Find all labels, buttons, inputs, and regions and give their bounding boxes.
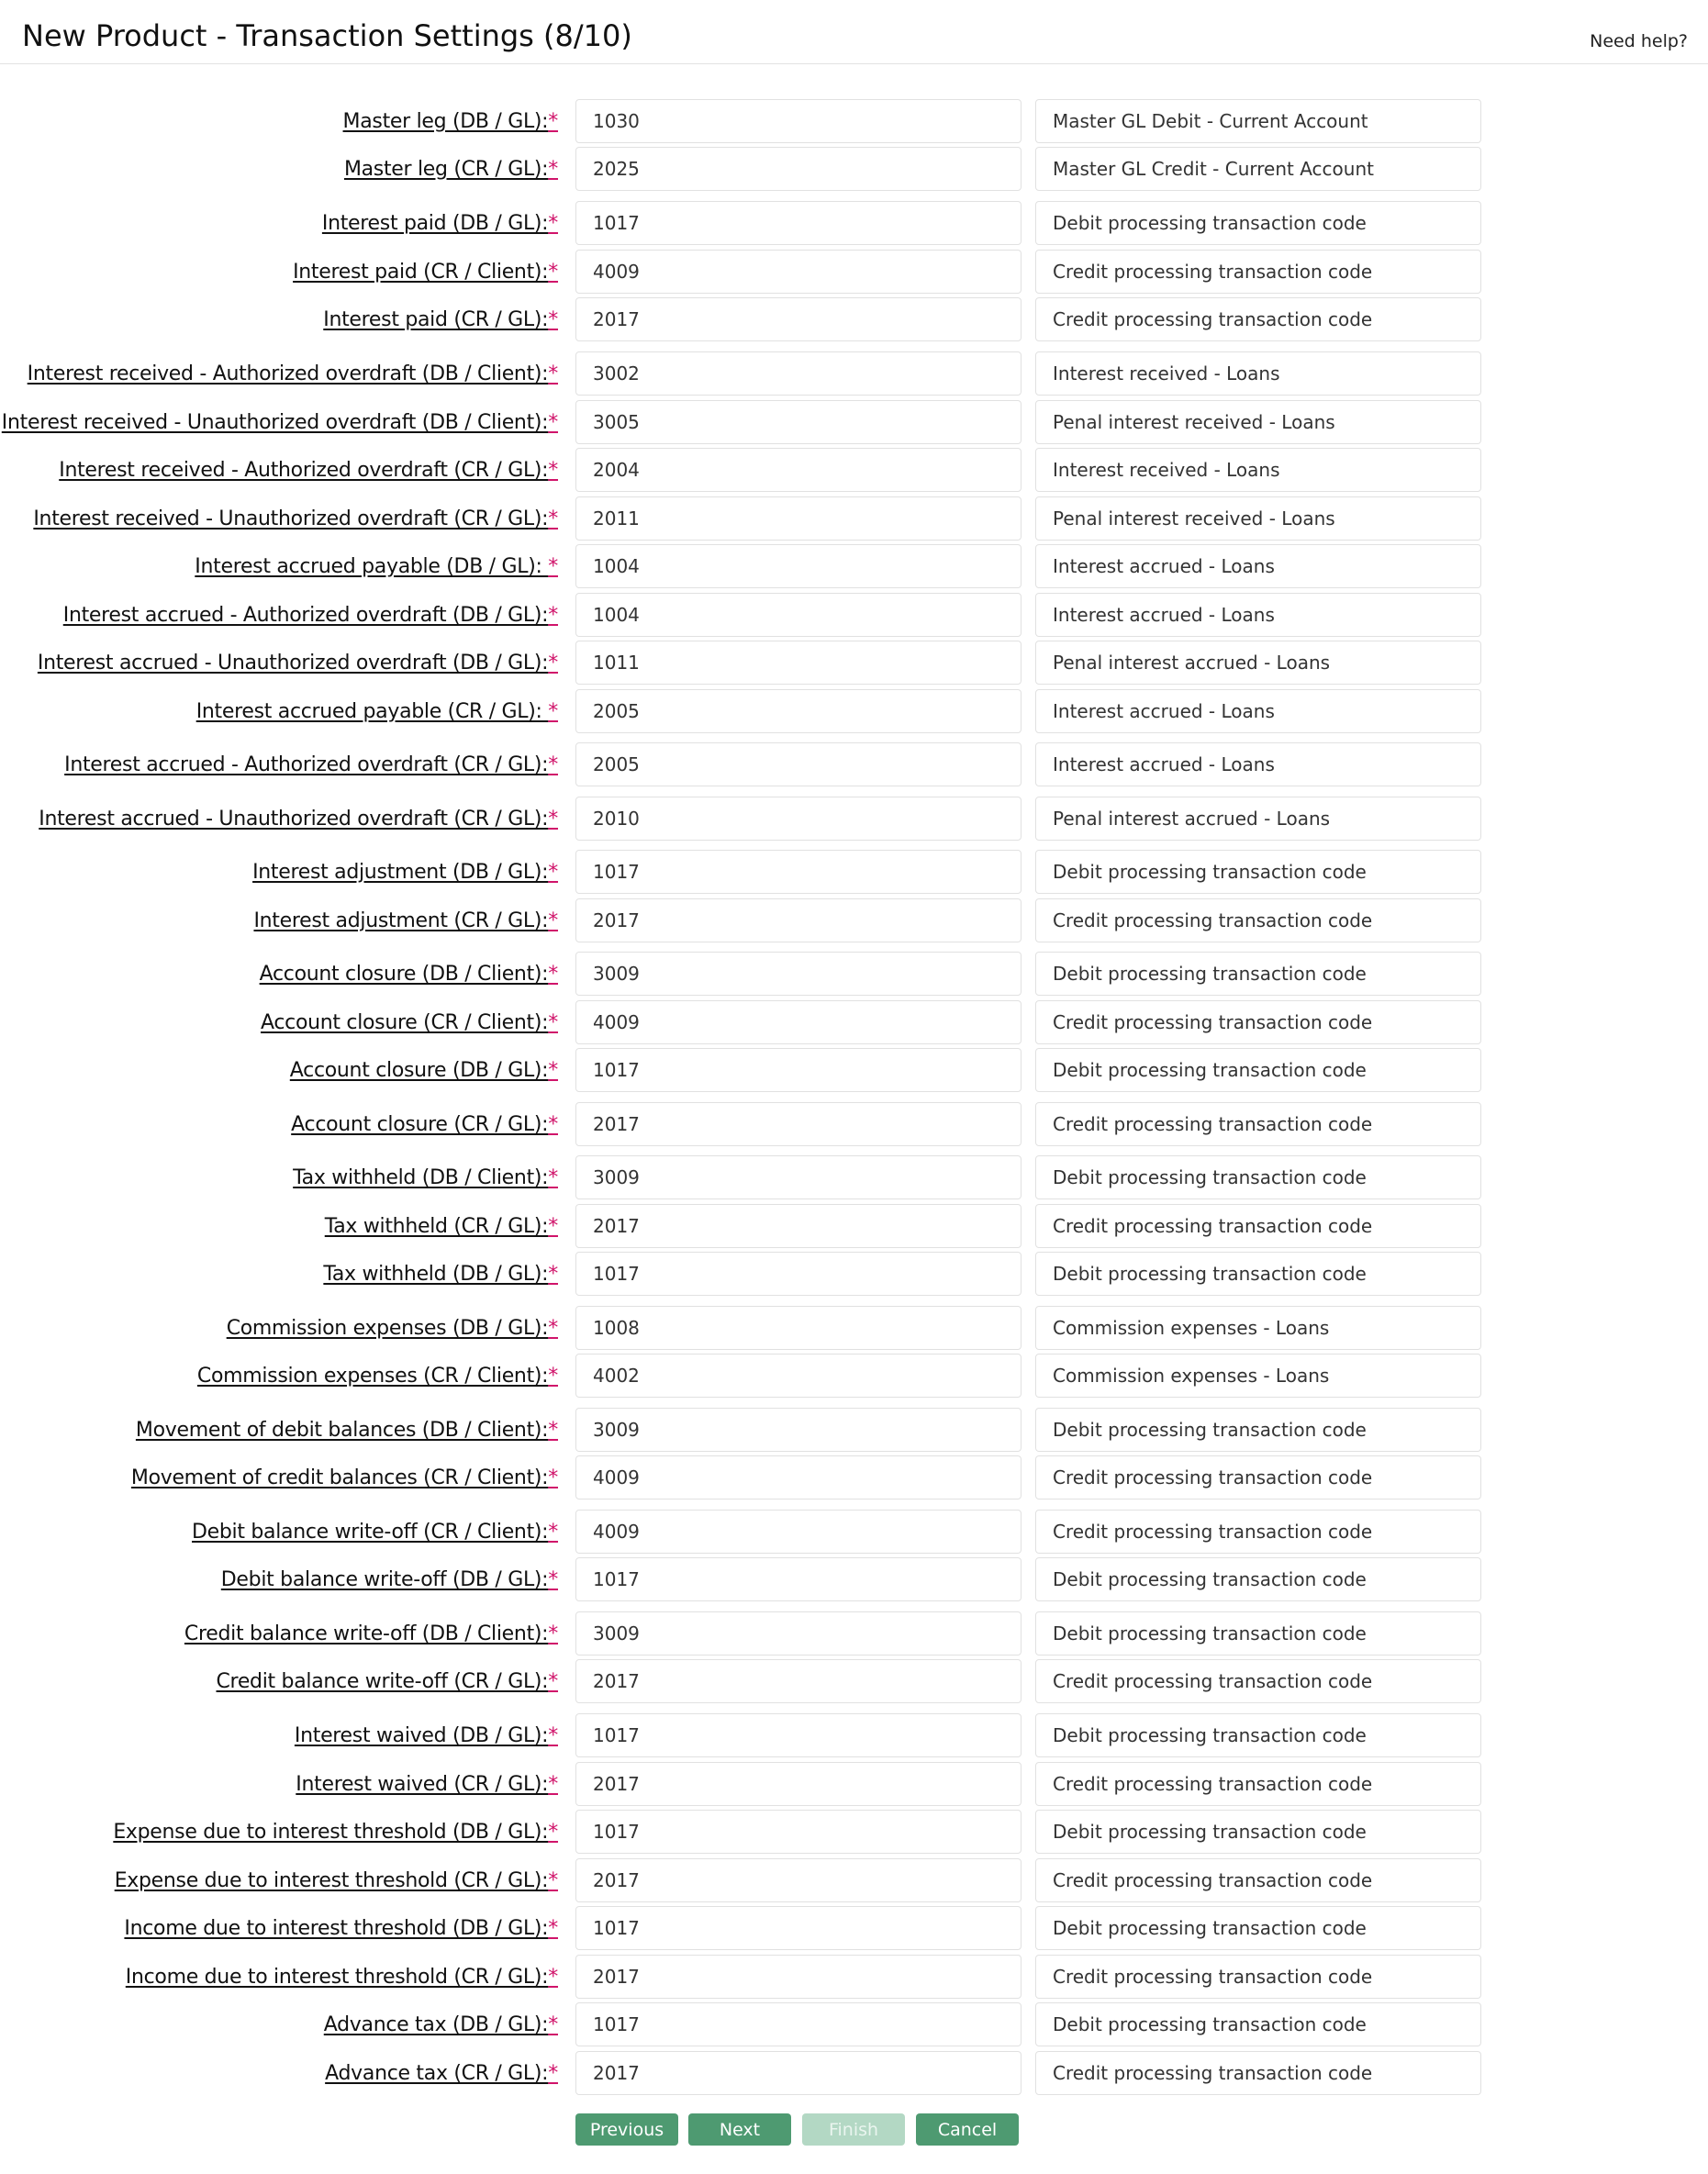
transaction-code-input[interactable]	[575, 400, 1021, 444]
transaction-code-input[interactable]	[575, 1306, 1021, 1350]
transaction-code-description: Penal interest accrued - Loans	[1035, 641, 1481, 685]
form-row	[0, 1204, 1708, 1250]
transaction-code-input[interactable]	[575, 898, 1021, 942]
required-marker: *	[548, 110, 558, 133]
field-label[interactable]: Credit balance write-off (CR / GL):*	[216, 1670, 558, 1693]
field-label[interactable]: Interest waived (CR / GL):*	[296, 1773, 558, 1796]
required-marker: *	[548, 1568, 558, 1591]
required-marker: *	[548, 1113, 558, 1136]
transaction-code-input[interactable]	[575, 1762, 1021, 1806]
field-label[interactable]: Interest received - Unauthorized overdraft (DB / Client):*	[1, 411, 558, 434]
field-label[interactable]: Master leg (DB / GL):*	[342, 110, 558, 133]
field-label[interactable]: Master leg (CR / GL):*	[343, 158, 558, 181]
required-marker: *	[548, 1466, 558, 1489]
transaction-code-description: Penal interest received - Loans	[1035, 400, 1481, 444]
transaction-code-input[interactable]	[575, 2002, 1021, 2046]
required-marker: *	[548, 411, 558, 434]
transaction-code-description: Debit processing transaction code	[1035, 201, 1481, 245]
form-row	[0, 496, 1708, 542]
page-header	[0, 0, 1708, 64]
transaction-code-description: Interest accrued - Loans	[1035, 689, 1481, 733]
required-marker: *	[548, 604, 558, 627]
required-marker: *	[548, 1011, 558, 1034]
transaction-code-input[interactable]	[575, 1102, 1021, 1146]
required-marker: *	[548, 2013, 558, 2036]
field-label[interactable]: Interest accrued - Authorized overdraft (CR / GL):*	[64, 753, 558, 776]
transaction-code-input[interactable]	[575, 1713, 1021, 1757]
field-label[interactable]: Advance tax (DB / GL):*	[323, 2013, 558, 2036]
form-row	[0, 1354, 1708, 1399]
transaction-code-description: Commission expenses - Loans	[1035, 1354, 1481, 1398]
field-label[interactable]: Account closure (CR / GL):*	[291, 1113, 558, 1136]
field-label[interactable]: Interest adjustment (CR / GL):*	[253, 909, 558, 932]
field-label[interactable]: Interest accrued payable (CR / GL): *	[195, 700, 558, 723]
field-label[interactable]: Income due to interest threshold (CR / GL):*	[125, 1966, 558, 1989]
transaction-code-description: Debit processing transaction code	[1035, 850, 1481, 894]
required-marker: *	[548, 753, 558, 776]
cancel-button[interactable]: Cancel	[916, 2113, 1019, 2146]
field-label[interactable]: Tax withheld (DB / Client):*	[293, 1166, 558, 1189]
form-row	[0, 351, 1708, 397]
transaction-code-input[interactable]	[575, 1204, 1021, 1248]
transaction-code-description: Interest received - Loans	[1035, 351, 1481, 396]
transaction-code-input[interactable]	[575, 1155, 1021, 1199]
required-marker: *	[548, 459, 558, 482]
transaction-code-input[interactable]	[575, 1408, 1021, 1452]
required-marker: *	[548, 1215, 558, 1238]
transaction-code-input[interactable]	[575, 1557, 1021, 1601]
required-marker: *	[548, 700, 558, 723]
form-row	[0, 742, 1708, 788]
form-row	[0, 1408, 1708, 1454]
transaction-code-description: Credit processing transaction code	[1035, 1204, 1481, 1248]
form-row	[0, 898, 1708, 944]
required-marker: *	[548, 1419, 558, 1442]
required-marker: *	[548, 1821, 558, 1844]
field-label[interactable]: Interest paid (DB / GL):*	[321, 212, 558, 235]
transaction-code-description: Credit processing transaction code	[1035, 297, 1481, 341]
transaction-code-description: Debit processing transaction code	[1035, 1611, 1481, 1656]
form-row	[0, 1306, 1708, 1352]
transaction-code-description: Commission expenses - Loans	[1035, 1306, 1481, 1350]
field-label[interactable]: Tax withheld (CR / GL):*	[324, 1215, 558, 1238]
transaction-code-input[interactable]	[575, 544, 1021, 588]
field-label[interactable]: Interest waived (DB / GL):*	[294, 1724, 558, 1747]
form-row	[0, 797, 1708, 842]
form-row	[0, 1659, 1708, 1705]
field-label[interactable]: Interest accrued payable (DB / GL): *	[195, 555, 558, 578]
required-marker: *	[548, 1670, 558, 1693]
form-row	[0, 1048, 1708, 1094]
required-marker: *	[548, 1365, 558, 1388]
required-marker: *	[548, 1966, 558, 1989]
form-row	[0, 1557, 1708, 1603]
transaction-code-input[interactable]	[575, 1455, 1021, 1500]
page-title: New Product - Transaction Settings (8/10)	[22, 18, 632, 53]
transaction-code-input[interactable]	[575, 351, 1021, 396]
form-row	[0, 147, 1708, 193]
field-label[interactable]: Advance tax (CR / GL):*	[325, 2062, 558, 2085]
required-marker: *	[548, 261, 558, 284]
form-row	[0, 593, 1708, 639]
transaction-code-input[interactable]	[575, 2051, 1021, 2095]
form-row	[0, 1252, 1708, 1298]
transaction-code-description: Credit processing transaction code	[1035, 1510, 1481, 1554]
transaction-code-input[interactable]	[575, 850, 1021, 894]
required-marker: *	[548, 1622, 558, 1645]
transaction-code-input[interactable]	[575, 1354, 1021, 1398]
required-marker: *	[548, 652, 558, 674]
field-label[interactable]: Interest paid (CR / GL):*	[323, 308, 558, 331]
need-help-link[interactable]: Need help?	[1590, 31, 1688, 51]
transaction-code-description: Penal interest accrued - Loans	[1035, 797, 1481, 841]
form-row	[0, 1858, 1708, 1904]
required-marker: *	[548, 1317, 558, 1340]
transaction-code-description: Credit processing transaction code	[1035, 1455, 1481, 1500]
transaction-code-input[interactable]	[575, 297, 1021, 341]
form-row	[0, 544, 1708, 590]
transaction-code-description: Debit processing transaction code	[1035, 1557, 1481, 1601]
transaction-code-input[interactable]	[575, 742, 1021, 786]
transaction-code-input[interactable]	[575, 1858, 1021, 1902]
transaction-code-input[interactable]	[575, 1510, 1021, 1554]
field-label[interactable]: Expense due to interest threshold (DB / GL):*	[113, 1821, 558, 1844]
transaction-code-input[interactable]	[575, 496, 1021, 541]
transaction-code-description: Interest accrued - Loans	[1035, 742, 1481, 786]
transaction-code-description: Credit processing transaction code	[1035, 1762, 1481, 1806]
field-label[interactable]: Expense due to interest threshold (CR / GL):*	[114, 1869, 558, 1892]
transaction-code-description: Debit processing transaction code	[1035, 1252, 1481, 1296]
transaction-code-description: Credit processing transaction code	[1035, 1955, 1481, 1999]
transaction-code-description: Master GL Credit - Current Account	[1035, 147, 1481, 191]
transaction-code-description: Penal interest received - Loans	[1035, 496, 1481, 541]
form-row	[0, 1906, 1708, 1952]
required-marker: *	[548, 555, 558, 578]
transaction-code-description: Debit processing transaction code	[1035, 1408, 1481, 1452]
transaction-code-input[interactable]	[575, 952, 1021, 996]
transaction-code-description: Credit processing transaction code	[1035, 898, 1481, 942]
transaction-code-description: Master GL Debit - Current Account	[1035, 99, 1481, 143]
field-label[interactable]: Account closure (CR / Client):*	[260, 1011, 558, 1034]
field-label[interactable]: Interest received - Authorized overdraft (CR / GL):*	[59, 459, 558, 482]
required-marker: *	[548, 808, 558, 831]
field-label[interactable]: Interest accrued - Authorized overdraft (DB / GL):*	[62, 604, 558, 627]
transaction-code-input[interactable]	[575, 1810, 1021, 1854]
required-marker: *	[548, 963, 558, 986]
required-marker: *	[548, 1773, 558, 1796]
transaction-code-description: Credit processing transaction code	[1035, 2051, 1481, 2095]
form-row	[0, 1155, 1708, 1201]
next-button[interactable]: Next	[688, 2113, 791, 2146]
required-marker: *	[548, 1869, 558, 1892]
form-row	[0, 99, 1708, 145]
form-row	[0, 1455, 1708, 1501]
required-marker: *	[548, 1166, 558, 1189]
form-row	[0, 850, 1708, 896]
required-marker: *	[548, 1917, 558, 1940]
form-row	[0, 201, 1708, 247]
field-label[interactable]: Interest paid (CR / Client):*	[293, 261, 558, 284]
transaction-code-description: Interest accrued - Loans	[1035, 593, 1481, 637]
transaction-code-input[interactable]	[575, 147, 1021, 191]
transaction-code-description: Credit processing transaction code	[1035, 1858, 1481, 1902]
field-label[interactable]: Interest received - Authorized overdraft (DB / Client):*	[27, 362, 558, 385]
transaction-code-input[interactable]	[575, 250, 1021, 294]
transaction-code-description: Debit processing transaction code	[1035, 1713, 1481, 1757]
required-marker: *	[548, 1521, 558, 1544]
transaction-code-input[interactable]	[575, 1252, 1021, 1296]
transaction-code-input[interactable]	[575, 448, 1021, 492]
transaction-code-description: Debit processing transaction code	[1035, 1048, 1481, 1092]
required-marker: *	[548, 1724, 558, 1747]
transaction-code-description: Debit processing transaction code	[1035, 952, 1481, 996]
form-row	[0, 1810, 1708, 1856]
finish-button: Finish	[802, 2113, 905, 2146]
form-row	[0, 1762, 1708, 1808]
form-row	[0, 1713, 1708, 1759]
field-label[interactable]: Movement of credit balances (CR / Client):*	[130, 1466, 558, 1489]
transaction-code-description: Credit processing transaction code	[1035, 250, 1481, 294]
field-label[interactable]: Interest adjustment (DB / GL):*	[252, 861, 558, 884]
field-label[interactable]: Interest received - Unauthorized overdraft (CR / GL):*	[33, 507, 558, 530]
form-row	[0, 250, 1708, 295]
transaction-code-input[interactable]	[575, 797, 1021, 841]
field-label[interactable]: Account closure (DB / GL):*	[289, 1059, 558, 1082]
transaction-code-input[interactable]	[575, 689, 1021, 733]
required-marker: *	[548, 362, 558, 385]
transaction-code-input[interactable]	[575, 1000, 1021, 1044]
required-marker: *	[548, 1263, 558, 1286]
transaction-code-input[interactable]	[575, 1611, 1021, 1656]
transaction-code-description: Interest received - Loans	[1035, 448, 1481, 492]
required-marker: *	[548, 308, 558, 331]
required-marker: *	[548, 507, 558, 530]
transaction-code-input[interactable]	[575, 641, 1021, 685]
transaction-code-input[interactable]	[575, 99, 1021, 143]
form-row	[0, 297, 1708, 343]
form-row	[0, 2051, 1708, 2097]
required-marker: *	[548, 2062, 558, 2085]
transaction-code-input[interactable]	[575, 1659, 1021, 1703]
transaction-code-input[interactable]	[575, 1955, 1021, 1999]
required-marker: *	[548, 158, 558, 181]
transaction-code-description: Credit processing transaction code	[1035, 1659, 1481, 1703]
transaction-code-description: Credit processing transaction code	[1035, 1000, 1481, 1044]
transaction-code-input[interactable]	[575, 1906, 1021, 1950]
required-marker: *	[548, 861, 558, 884]
transaction-code-input[interactable]	[575, 593, 1021, 637]
transaction-code-description: Debit processing transaction code	[1035, 1155, 1481, 1199]
form-row	[0, 1000, 1708, 1046]
form-row	[0, 1955, 1708, 2001]
form-row	[0, 1611, 1708, 1657]
field-label[interactable]: Tax withheld (DB / GL):*	[323, 1263, 558, 1286]
field-label[interactable]: Interest accrued - Unauthorized overdraft (DB / GL):*	[37, 652, 558, 674]
form-row	[0, 689, 1708, 735]
form-row	[0, 400, 1708, 446]
field-label[interactable]: Debit balance write-off (CR / Client):*	[192, 1521, 558, 1544]
transaction-code-description: Interest accrued - Loans	[1035, 544, 1481, 588]
required-marker: *	[548, 212, 558, 235]
transaction-code-input[interactable]	[575, 1048, 1021, 1092]
field-label[interactable]: Account closure (DB / Client):*	[259, 963, 558, 986]
transaction-code-description: Debit processing transaction code	[1035, 1906, 1481, 1950]
field-label[interactable]: Commission expenses (CR / Client):*	[196, 1365, 558, 1388]
transaction-code-description: Debit processing transaction code	[1035, 2002, 1481, 2046]
field-label[interactable]: Movement of debit balances (DB / Client):*	[135, 1419, 558, 1442]
transaction-code-input[interactable]	[575, 201, 1021, 245]
transaction-code-description: Debit processing transaction code	[1035, 1810, 1481, 1854]
field-label[interactable]: Interest accrued - Unauthorized overdraft (CR / GL):*	[39, 808, 558, 831]
form-row	[0, 952, 1708, 998]
required-marker: *	[548, 1059, 558, 1082]
form-row	[0, 1102, 1708, 1148]
field-label[interactable]: Credit balance write-off (DB / Client):*	[184, 1622, 558, 1645]
field-label[interactable]: Commission expenses (DB / GL):*	[226, 1317, 558, 1340]
previous-button[interactable]: Previous	[575, 2113, 678, 2146]
field-label[interactable]: Debit balance write-off (DB / GL):*	[220, 1568, 558, 1591]
form-row	[0, 1510, 1708, 1555]
form-row	[0, 2002, 1708, 2048]
form-row	[0, 641, 1708, 686]
field-label[interactable]: Income due to interest threshold (DB / GL):*	[124, 1917, 558, 1940]
transaction-code-description: Credit processing transaction code	[1035, 1102, 1481, 1146]
form-row	[0, 448, 1708, 494]
required-marker: *	[548, 909, 558, 932]
